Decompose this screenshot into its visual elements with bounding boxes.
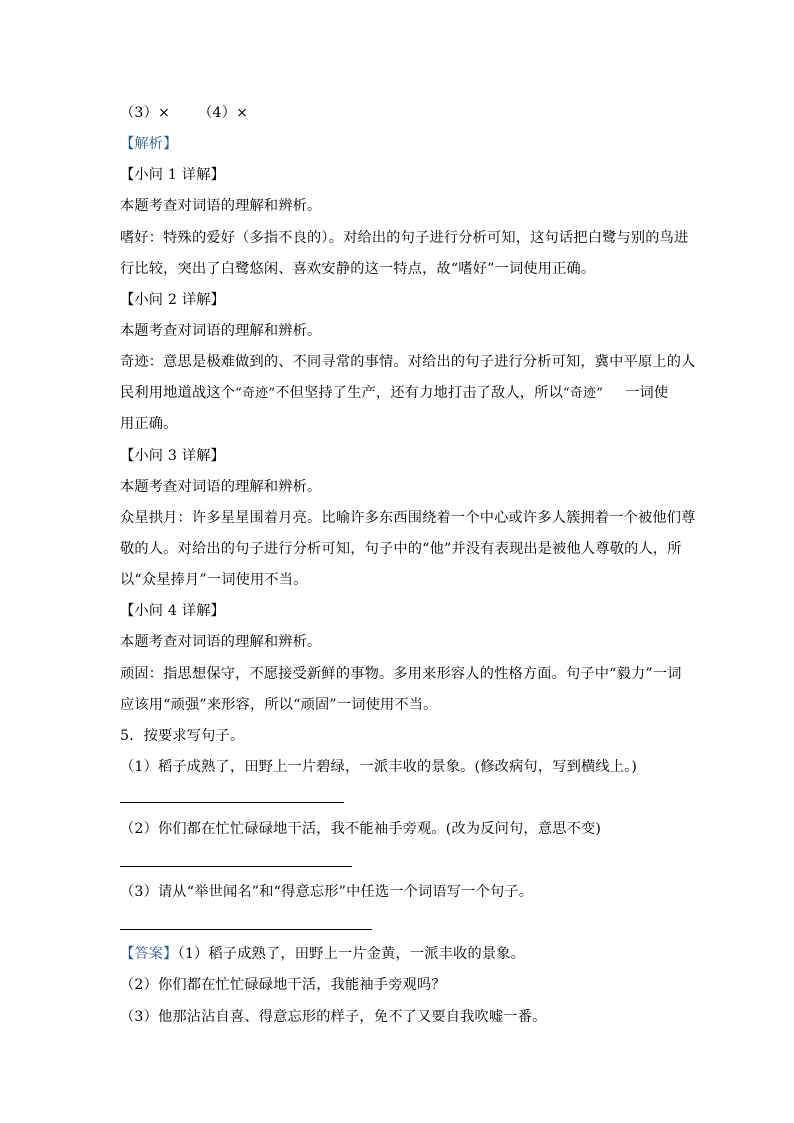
sub2-line3: 用正确。 — [120, 416, 178, 432]
answer-item-4: （4）× — [198, 105, 249, 121]
sub2-quote-1: “奇迹” — [235, 386, 276, 401]
sub2-intro: 本题考查对词语的理解和辨析。 — [120, 323, 322, 339]
sub1-heading: 【小问 1 详解】 — [120, 167, 225, 183]
answers-row — [120, 103, 248, 123]
q5-title: 5．按要求写句子。 — [120, 728, 245, 744]
answer-1: （1）稻子成熟了，田野上一片金黄，一派丰收的景象。 — [177, 946, 525, 962]
sub2-heading: 【小问 2 详解】 — [120, 292, 225, 308]
sub4-line2: 应该用“顽强”来形容，所以“顽固”一词使用不当。 — [120, 697, 438, 713]
sub4-intro: 本题考查对词语的理解和辨析。 — [120, 634, 322, 650]
sub2-line2-e: 一词使 — [625, 385, 669, 401]
sub2-line2-a: 民利用地道战这个 — [120, 385, 236, 401]
q5-part2: （2）你们都在忙忙碌碌地干活，我不能袖手旁观。(改为反问句，意思不变) — [120, 821, 602, 837]
sub4-heading: 【小问 4 详解】 — [120, 603, 225, 619]
sub2-line2-c: 不但坚持了生产，还有力地打击了敌人，所以 — [275, 385, 563, 401]
sub2-quote-2: “奇迹” — [562, 386, 604, 401]
q5-part3: （3）请从“举世闻名”和“得意忘形”中任选一个词语写一个句子。 — [120, 884, 534, 900]
sub1-line1: 嗜好：特殊的爱好（多指不良的）。对给出的句子进行分析可知，这句话把白鹭与别的鸟进 — [120, 230, 689, 246]
sub2-line1: 奇迹：意思是极难做到的、不同寻常的事情。对给出的句子进行分析可知，冀中平原上的人 — [120, 354, 696, 370]
q5-part1: （1）稻子成熟了，田野上一片碧绿，一派丰收的景象。(修改病句，写到横线上。) — [120, 759, 638, 775]
sub3-intro: 本题考查对词语的理解和辨析。 — [120, 479, 322, 495]
analysis-label: 【解析】 — [120, 136, 178, 152]
answer-2: （2）你们都在忙忙碌碌地干活，我能袖手旁观吗？ — [120, 977, 446, 993]
sub4-line1: 顽固：指思想保守，不愿接受新鲜的事物。多用来形容人的性格方面。句子中“毅力”一词 — [120, 666, 682, 682]
answer-3: （3）他那沾沾自喜、得意忘形的样子，免不了又要自我吹嘘一番。 — [120, 1009, 547, 1025]
sub1-line2: 行比较，突出了白鹭悠闲、喜欢安静的这一特点，故“嗜好”一词使用正确。 — [120, 261, 596, 277]
answer-blank-line-1 — [120, 802, 344, 803]
sub3-line3: 以“众星捧月”一词使用不当。 — [120, 572, 308, 588]
answer-blank-line-3 — [120, 929, 372, 930]
answer-item-3: （3）× — [120, 105, 171, 121]
sub2-line2 — [120, 383, 668, 404]
answer-row-1 — [120, 944, 525, 964]
sub1-intro: 本题考查对词语的理解和辨析。 — [120, 198, 322, 214]
sub3-line1: 众星拱月：许多星星围着月亮。比喻许多东西围绕着一个中心或许多人簇拥着一个被他们尊 — [120, 510, 696, 526]
sub3-heading: 【小问 3 详解】 — [120, 448, 225, 464]
answer-label: 【答案】 — [120, 946, 178, 962]
sub3-line2: 敬的人。对给出的句子进行分析可知，句子中的“他”并没有表现出是被他人尊敬的人，所 — [120, 541, 682, 557]
answer-blank-line-2 — [120, 866, 352, 867]
